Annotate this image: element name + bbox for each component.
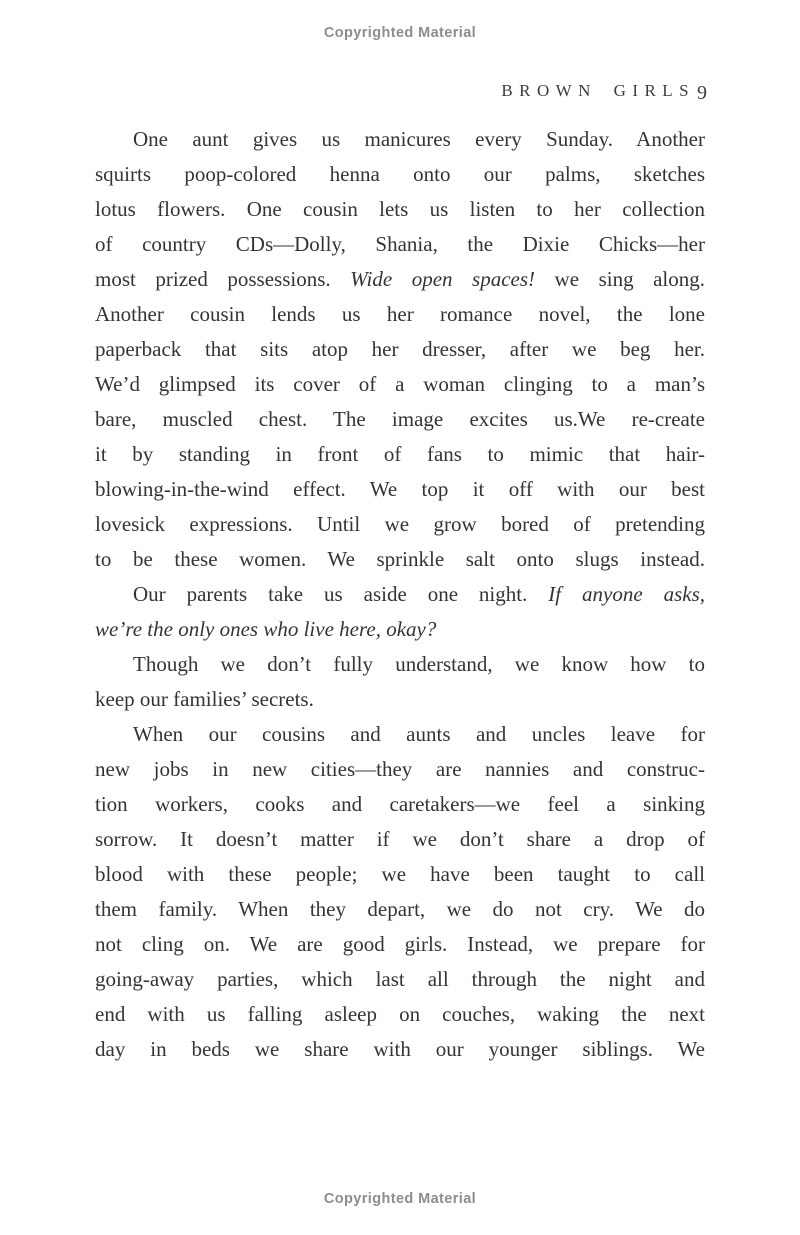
text-line [95,262,705,297]
text-line [95,577,705,612]
text-segment: new jobs in new cities—they are nannies and construc- [95,757,705,781]
text-line [95,752,705,787]
copyright-notice-top: Copyrighted Material [323,25,477,41]
text-line [95,542,705,577]
text-segment: squirts poop-colored henna onto our palms, sketches [95,162,705,186]
text-segment: When our cousins and aunts and uncles leave for [133,722,705,746]
text-line [95,962,705,997]
text-segment: day in beds we share with our younger siblings. We [95,1037,705,1061]
text-segment: sorrow. It doesn’t matter if we don’t share a drop of [95,827,705,851]
text-segment: tion workers, cooks and caretakers—we feel a sinking [95,792,705,816]
text-line [95,192,705,227]
text-line [95,1032,705,1067]
text-segment: not cling on. We are good girls. Instead, we prepare for [95,932,705,956]
text-segment: we sing along. [535,267,706,291]
text-segment: One aunt gives us manicures every Sunday. Another [133,127,705,151]
text-segment: lotus flowers. One cousin lets us listen to her collection [95,197,705,221]
text-line [95,402,705,437]
text-line [95,647,705,682]
text-line [95,297,705,332]
text-segment: paperback that sits atop her dresser, after we beg her. [95,337,705,361]
text-segment: most prized possessions. [95,267,351,291]
italic-text-segment: If anyone asks, [548,582,706,606]
text-line [95,682,705,717]
text-line [95,717,705,752]
italic-text-segment: we’re the only ones who live here, okay? [95,617,437,641]
text-line [95,892,705,927]
text-line [95,997,705,1032]
text-segment: end with us falling asleep on couches, waking the next [95,1002,705,1026]
running-head [95,79,707,102]
text-segment: lovesick expressions. Until we grow bored of pretending [95,512,705,536]
text-segment: of country CDs—Dolly, Shania, the Dixie Chicks—her [95,232,705,256]
text-line [95,822,705,857]
copyright-notice-bottom: Copyrighted Material [323,1191,477,1207]
text-line [95,122,705,157]
text-segment: it by standing in front of fans to mimic that hair- [95,442,705,466]
text-line [95,787,705,822]
text-line [95,227,705,262]
text-segment: Though we don’t fully understand, we know how to [133,652,705,676]
text-segment: blowing-in-the-wind effect. We top it off with our best [95,477,705,501]
text-segment: them family. When they depart, we do not cry. We do [95,897,705,921]
page-number: 9 [697,82,707,104]
body-text [95,122,705,1067]
text-segment: to be these women. We sprinkle salt onto slugs instead. [95,547,705,571]
text-segment: Our parents take us aside one night. [133,582,549,606]
running-head-title: BROWN GIRLS [501,81,695,100]
text-line [95,472,705,507]
text-segment: We’d glimpsed its cover of a woman clinging to a man’s [95,372,705,396]
text-segment: bare, muscled chest. The image excites us.We re-create [95,407,705,431]
text-segment: going-away parties, which last all through the night and [95,967,705,991]
text-line [95,857,705,892]
text-segment: keep our families’ secrets. [95,687,314,711]
text-line [95,157,705,192]
text-segment: blood with these people; we have been taught to call [95,862,705,886]
text-line [95,367,705,402]
text-segment: Another cousin lends us her romance novel, the lone [95,302,705,326]
text-line [95,437,705,472]
text-line [95,927,705,962]
text-line [95,332,705,367]
text-line [95,507,705,542]
italic-text-segment: Wide open spaces! [350,267,536,291]
text-line [95,612,705,647]
